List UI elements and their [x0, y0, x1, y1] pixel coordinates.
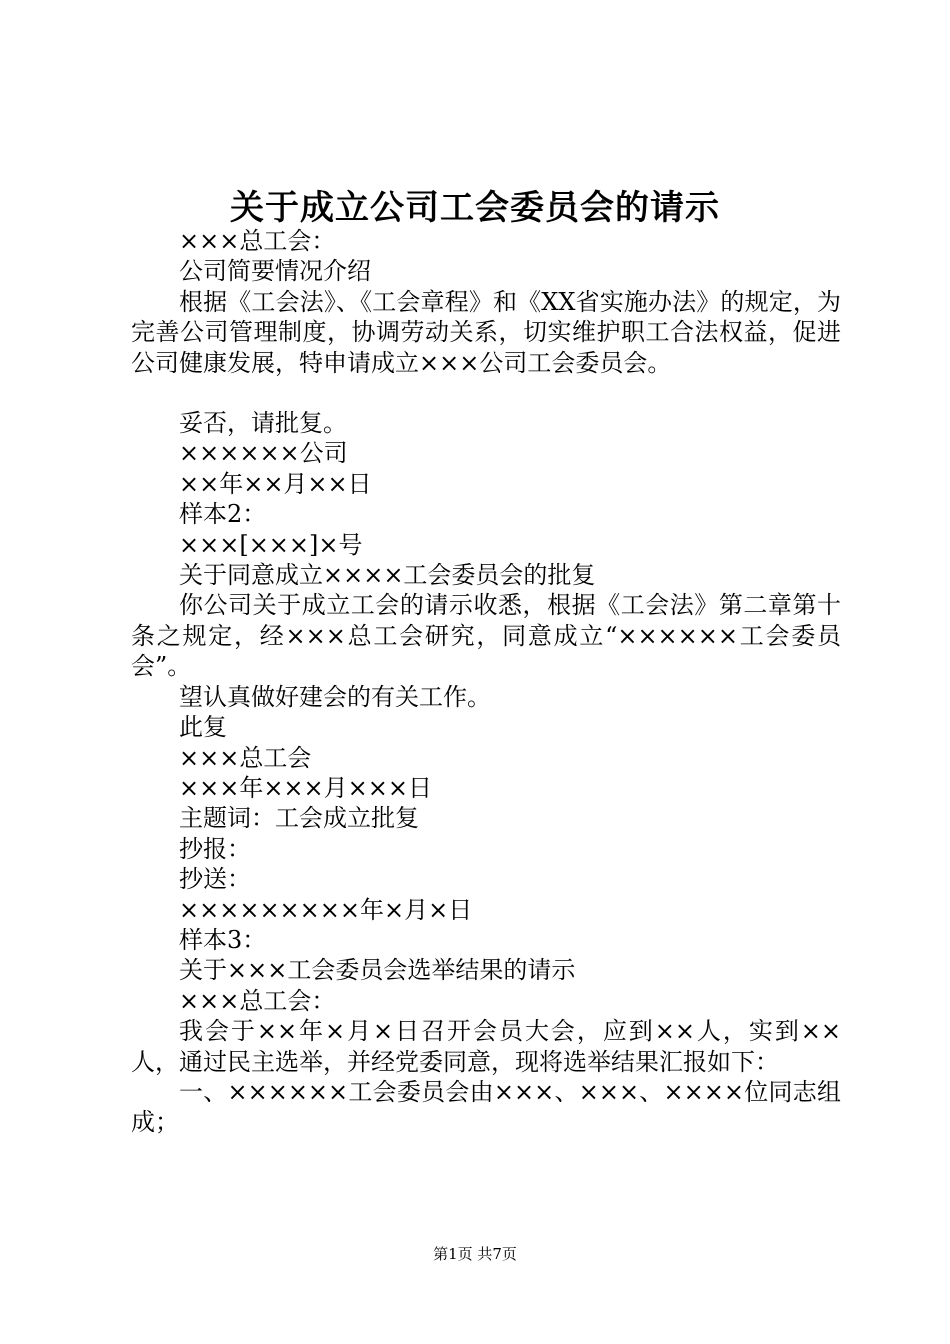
document-title: 关于成立公司工会委员会的请示 [230, 188, 720, 228]
paragraph-sample3: 样本3： [179, 925, 267, 954]
paragraph-reply-title: 关于同意成立××××工会委员会的批复 [179, 561, 596, 590]
paragraph-addressee-2: ×××总工会： [179, 986, 336, 1015]
page-footer: 第1页 共7页 [433, 1245, 517, 1263]
paragraph-union-signature: ×××总工会 [179, 743, 312, 772]
paragraph-committee-members: 一、××××××工会委员会由×××、×××、××××位同志组成； [131, 1077, 841, 1137]
paragraph-intro: 公司简要情况介绍 [179, 257, 371, 286]
document-body [131, 226, 841, 1138]
paragraph-date: ××年××月××日 [179, 469, 372, 498]
paragraph-reply-body: 你公司关于成立工会的请示收悉，根据《工会法》第二章第十条之规定，经×××总工会研究，同意成立“××××××工会委员会”。 [131, 591, 841, 681]
paragraph-doc-number: ×××[×××]×号 [179, 530, 363, 559]
paragraph-reply-date: ×××年×××月×××日 [179, 773, 432, 802]
paragraph-keywords: 主题词：工会成立批复 [179, 804, 419, 833]
paragraph-election-body: 我会于××年×月×日召开会员大会，应到××人，实到××人，通过民主选举，并经党委同意，现将选举结果汇报如下： [131, 1017, 841, 1076]
paragraph-election-title: 关于×××工会委员会选举结果的请示 [179, 956, 576, 985]
paragraph-request: 根据《工会法》、《工会章程》和《XX省实施办法》的规定，为完善公司管理制度，协调劳动关系，切实维护职工合法权益，促进公司健康发展，特申请成立×××公司工会委员会。 [131, 287, 841, 377]
paragraph-company: ××××××公司 [179, 439, 348, 468]
paragraph-copy-to: 抄送： [179, 865, 251, 894]
paragraph-sample2: 样本2： [179, 500, 267, 529]
paragraph-reply-close: 此复 [179, 713, 227, 742]
paragraph-hope: 望认真做好建会的有关工作。 [179, 682, 491, 711]
paragraph-issue-date: ×××××××××年×月×日 [179, 895, 473, 924]
paragraph-report-to: 抄报： [179, 834, 251, 863]
paragraph-gap [131, 378, 841, 408]
paragraph-addressee: ×××总工会： [179, 227, 336, 255]
paragraph-reply-request: 妥否，请批复。 [179, 409, 347, 438]
